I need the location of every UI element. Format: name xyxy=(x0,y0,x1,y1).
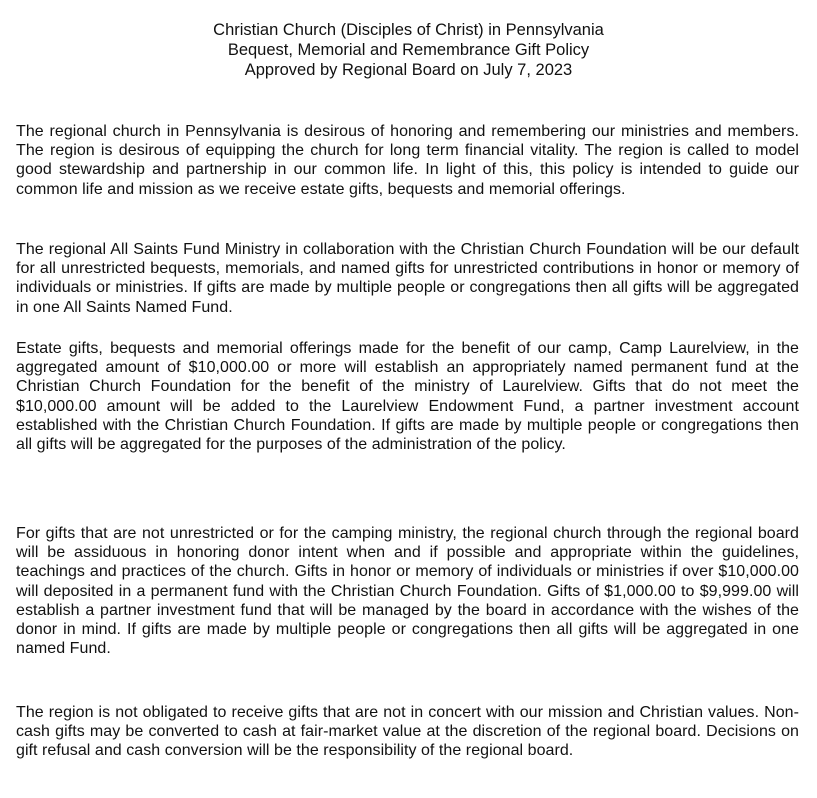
paragraph-other-gifts: For gifts that are not unrestricted or for the camping ministry, the regional church through the regional board will be assiduous in honoring donor intent when and if possible and appropriate within the guidelines, teachings and practices of the church. Gifts in honor or memory of individuals or ministries if over $10,000.00 will deposited in a permanent fund with the Christian Church Foundation. Gifts of $1,000.00 to $9,999.00 will establish a partner investment fund that will be managed by the board in accordance with the wishes of the donor in mind. If gifts are made by multiple people or congregations then all gifts will be aggregated in one named Fund. xyxy=(16,525,799,658)
paragraph-purpose: The regional church in Pennsylvania is desirous of honoring and remembering our ministries and members. The region is desirous of equipping the church for long term financial vitality. The region is called to model good stewardship and partnership in our common life. In light of this, this policy is intended to guide our common life and mission as we receive estate gifts, bequests and memorial offerings. xyxy=(16,123,799,198)
paragraph-all-saints-fund: The regional All Saints Fund Ministry in collaboration with the Christian Church Foundation will be our default for all unrestricted bequests, memorials, and named gifts for unrestricted contributions in honor or memory of individuals or ministries. If gifts are made by multiple people or congregations then all gifts will be aggregated in one All Saints Named Fund. xyxy=(16,241,799,316)
header-church-name: Christian Church (Disciples of Christ) in Pennsylvania xyxy=(213,21,604,39)
paragraph-gift-refusal: The region is not obligated to receive gifts that are not in concert with our mission and Christian values. Non-cash gifts may be converted to cash at fair-market value at the discretion of the regional board. Decisions on gift refusal and cash conversion will be the responsibility of the regional board. xyxy=(16,704,799,760)
header-approval-date: Approved by Regional Board on July 7, 2023 xyxy=(244,61,573,79)
header-policy-title: Bequest, Memorial and Remembrance Gift Policy xyxy=(227,41,590,59)
paragraph-camp-laurelview: Estate gifts, bequests and memorial offerings made for the benefit of our camp, Camp Laurelview, in the aggregated amount of $10,000.00 or more will establish an appropriately named permanent fund at the Christian Church Foundation for the benefit of the ministry of Laurelview. Gifts that do not meet the $10,000.00 amount will be added to the Laurelview Endowment Fund, a partner investment account established with the Christian Church Foundation. If gifts are made by multiple people or congregations then all gifts will be aggregated for the purposes of the administration of the policy. xyxy=(16,340,799,454)
document-header xyxy=(0,20,817,80)
